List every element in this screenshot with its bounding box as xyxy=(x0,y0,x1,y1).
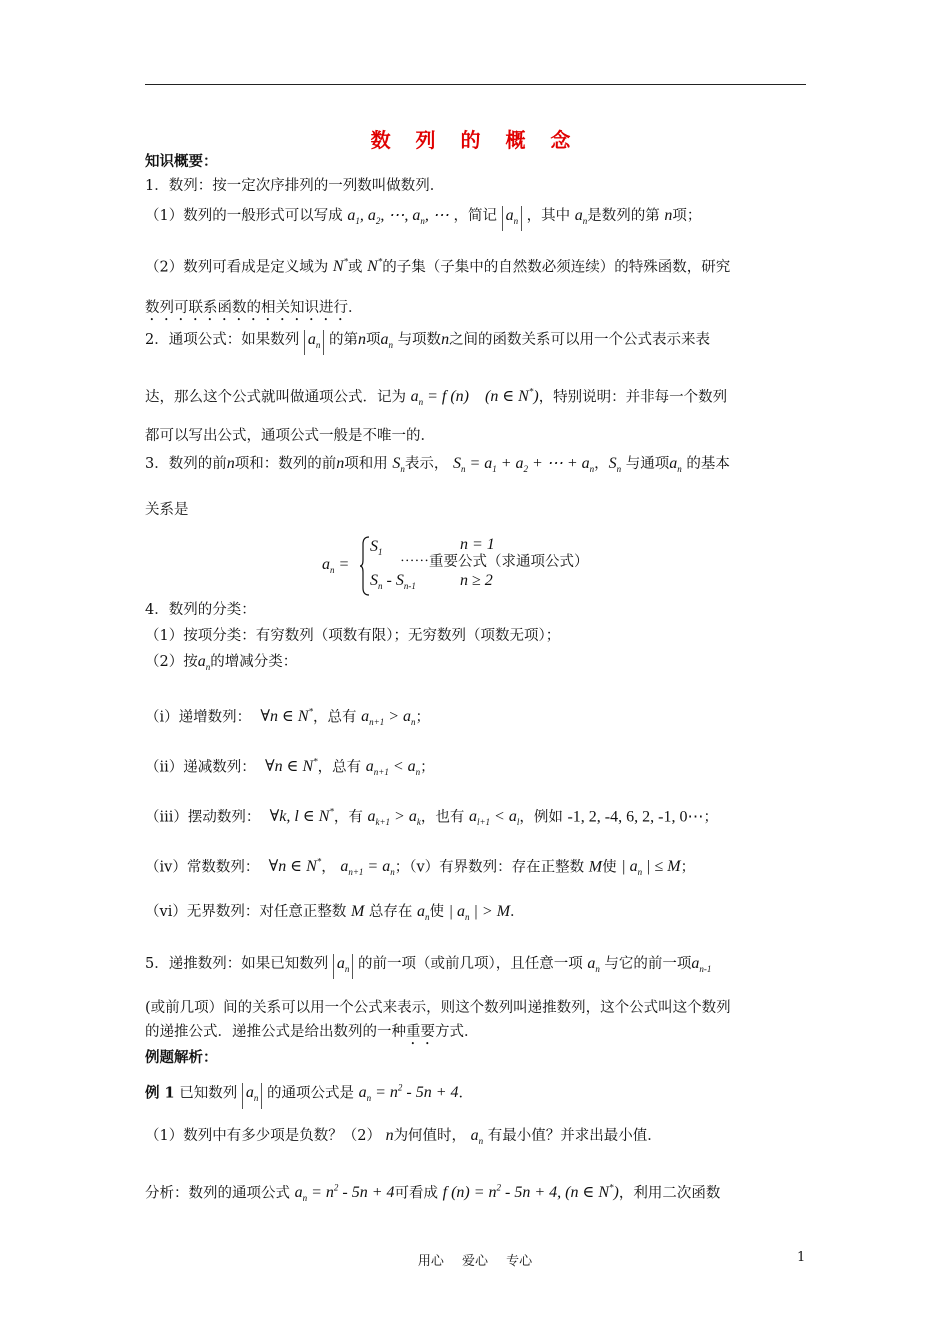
math-seq: $a_n$ xyxy=(242,1083,263,1108)
math-forall: ∀n ∈ N* xyxy=(260,707,314,726)
text: 分析：数列的通项公式 xyxy=(145,1185,290,1202)
text: ，简记 xyxy=(453,208,497,224)
math-n: n xyxy=(441,331,450,348)
text: 或 xyxy=(348,259,363,276)
text: ． xyxy=(458,1085,473,1102)
math-forall: ∀n ∈ N* xyxy=(265,757,318,776)
text: ，特别说明：并非每一个数列 xyxy=(538,389,728,406)
math-nstar: N* xyxy=(332,257,349,276)
math-m: M xyxy=(350,903,365,920)
text: 项和用 xyxy=(344,456,388,472)
para-5 xyxy=(145,954,711,979)
text: （iv）常数数列： xyxy=(145,859,260,876)
text: 与项数 xyxy=(397,332,442,348)
text: ，利用二次函数 xyxy=(618,1185,721,1202)
footer-motto: 用心 爱心 专心 xyxy=(417,1254,533,1269)
math-n: n xyxy=(385,1127,394,1144)
text: 与通项 xyxy=(625,456,670,472)
text: （2）按 xyxy=(145,654,198,670)
text: （2）数列可看成是定义域为 xyxy=(145,259,329,276)
para-4: 4．数列的分类： xyxy=(145,602,256,618)
math-formula: $a_n = n^2 - 5n + 4$ xyxy=(358,1083,459,1104)
emphasis-text: 数列可联系函数的相关知识进行 xyxy=(145,300,348,316)
text: ；（v）有界数列：存在正整数 xyxy=(394,859,585,876)
text: 的子集（子集中的自然数必须连续）的特殊函数，研究 xyxy=(382,259,731,276)
math-an: $a_n$ xyxy=(669,455,682,475)
text: 3．数列的前 xyxy=(145,456,227,472)
text: （1）数列中有多少项是负数？（2） xyxy=(145,1128,381,1144)
page-title: 数 列 的 概 念 xyxy=(370,128,580,152)
class-decreasing xyxy=(145,752,435,783)
text: 项； xyxy=(672,208,702,224)
text: 的前一项（或前几项），且任意一项 xyxy=(357,956,583,972)
math-an: $a_n$ xyxy=(416,903,430,923)
text: 之间的函数关系可以用一个公式表示来表 xyxy=(449,332,711,348)
para-2-line3: 都可以写出公式，通项公式一般是不唯一的． xyxy=(145,428,435,444)
text: 可看成 xyxy=(394,1185,439,1202)
math-seq: $a_n$ xyxy=(304,330,325,355)
text: 的增减分类： xyxy=(210,654,298,670)
text: 达，那么这个公式就叫做通项公式．记为 xyxy=(145,389,406,406)
text: 使 xyxy=(602,859,617,876)
text: ． xyxy=(348,300,363,316)
example-1-questions xyxy=(145,1126,662,1151)
text: ，也有 xyxy=(420,809,465,826)
text: ； xyxy=(420,759,435,776)
math-case1-value: $S_1$ xyxy=(370,538,383,558)
math-case2-value: $S_n - S_{n-1}$ xyxy=(370,572,416,592)
class-oscillating xyxy=(145,802,718,833)
section-heading-overview: 知识概要： xyxy=(145,153,218,170)
math-ineq: $a_{l+1} < a_l$ xyxy=(468,808,520,828)
math-an: $a_n$ xyxy=(197,653,211,673)
math-m: M xyxy=(588,858,603,876)
text: 的基本 xyxy=(686,456,730,472)
math-n: n xyxy=(664,207,673,224)
text: 与它的前一项 xyxy=(604,956,692,972)
para-3-line2: 关系是 xyxy=(145,502,189,518)
para-2-line2 xyxy=(145,382,727,413)
text: ； xyxy=(703,809,718,826)
text: 方式． xyxy=(435,1024,479,1040)
text: （1）数列的一般形式可以写成 xyxy=(145,208,343,224)
emphasis-text: 重要 xyxy=(406,1024,435,1040)
math-nstar: N* xyxy=(367,257,383,276)
text: ； xyxy=(415,709,431,726)
math-an: $a_n$ xyxy=(574,207,588,227)
text: 2．通项公式：如果数列 xyxy=(145,332,300,348)
math-n: n xyxy=(226,455,235,472)
header-rule xyxy=(145,84,806,85)
para-4b xyxy=(145,652,297,677)
text: ，总有 xyxy=(313,709,357,726)
text: ，有 xyxy=(333,809,363,826)
text: 的通项公式是 xyxy=(266,1085,354,1102)
text: 项 xyxy=(365,332,381,348)
math-ineq: $a_{n+1} > a_n$ xyxy=(361,708,416,728)
text: 表示， xyxy=(404,456,449,472)
math-an: $a_n$ xyxy=(470,1127,484,1147)
math-an-eq: $a_n$ = xyxy=(322,556,350,576)
text: ， xyxy=(321,859,336,876)
left-brace-icon xyxy=(360,536,370,596)
para-5-line2: (或前几项）间的关系可以用一个公式来表示，则这个数列叫递推数列，这个公式叫这个数列 xyxy=(145,1000,731,1016)
text: （vi）无界数列：对任意正整数 xyxy=(145,904,347,920)
math-an-1: $a_{n-1}$ xyxy=(691,955,712,975)
text: 的递推公式．递推公式是给出数列的一种 xyxy=(145,1024,406,1040)
class-unbounded xyxy=(145,902,525,927)
math-general-form: $a_1$, $a_2$, ⋯, $a_n$, ⋯ xyxy=(347,207,449,227)
text: 项和：数列的前 xyxy=(234,456,337,472)
section-heading-examples: 例题解析： xyxy=(145,1049,218,1066)
math-bound: | $a_n$ | ≤ M xyxy=(621,858,681,878)
para-5-line3 xyxy=(145,1022,479,1048)
text: （i）递增数列： xyxy=(145,709,252,726)
class-increasing xyxy=(145,702,430,733)
class-constant xyxy=(145,852,695,883)
math-forall: ∀n ∈ N* xyxy=(268,857,322,876)
formula-note: ⋯⋯重要公式（求通项公式） xyxy=(400,554,589,570)
math-ineq: $a_{k+1} > a_k$ xyxy=(367,808,421,828)
math-general-formula: $a_n = f$ (n) (n ∈ N*) xyxy=(410,387,539,408)
text: ，例如 xyxy=(519,809,563,826)
text: 的第 xyxy=(328,332,358,348)
piecewise-formula xyxy=(322,534,642,598)
para-1a xyxy=(145,206,701,231)
math-example: -1, 2, -4, 6, 2, -1, 0⋯ xyxy=(567,808,704,826)
text: 已知数列 xyxy=(179,1085,238,1102)
math-sum: $S_n = a_1 + a_2$ + ⋯ + $a_n$ xyxy=(452,455,595,475)
math-ineq: $a_{n+1} < a_n$ xyxy=(365,758,421,778)
text: 为何值时， xyxy=(393,1128,467,1144)
math-n: n xyxy=(357,331,366,348)
math-case2-cond: n ≥ 2 xyxy=(460,572,493,589)
example-1 xyxy=(145,1078,473,1109)
para-1: 1．数列：按一定次序排列的一列数叫做数列． xyxy=(145,178,445,194)
para-2 xyxy=(145,330,710,355)
text: ． xyxy=(510,904,525,920)
text: 5．递推数列：如果已知数列 xyxy=(145,956,329,972)
math-an: $a_n$ xyxy=(380,331,393,351)
math-eq: $a_{n+1} = a_n$ xyxy=(340,858,395,878)
math-case1-cond: n = 1 xyxy=(460,536,495,553)
math-unbound: | $a_n$ | > M xyxy=(448,903,511,923)
text: （iii）摆动数列： xyxy=(145,809,261,826)
text: 是数列的第 xyxy=(587,208,660,224)
math-formula: $a_n = n^2 - 5n + 4$ xyxy=(294,1183,395,1204)
para-1b-line2 xyxy=(145,298,363,324)
math-seq: $a_n$ xyxy=(333,954,354,979)
text: （ii）递减数列： xyxy=(145,759,256,776)
math-sn: $S_n$ xyxy=(392,455,405,475)
math-an: $a_n$ xyxy=(587,955,600,975)
text: ，其中 xyxy=(526,208,571,224)
analysis xyxy=(145,1178,720,1209)
math-forall: ∀k, l ∈ N* xyxy=(269,807,334,826)
page-number: 1 xyxy=(797,1250,806,1265)
math-seq: $a_n$ xyxy=(502,206,523,231)
text: ，总有 xyxy=(317,759,362,776)
text: ； xyxy=(680,859,696,876)
example-label: 例 1 xyxy=(145,1084,175,1102)
text: 使 xyxy=(429,904,444,920)
math-n: n xyxy=(336,455,345,472)
text: 总存在 xyxy=(368,904,413,920)
para-4a: （1）按项分类：有穷数列（项数有限）；无穷数列（项数无项）； xyxy=(145,628,561,644)
text: 有最小值？并求出最小值． xyxy=(487,1128,662,1144)
math-function: f $(n) = n^2 - 5n + 4$, (n ∈ N*) xyxy=(442,1183,619,1202)
para-3: 3．数列的前n项和：数列的前n项和用 $S_n$表示， $S_n = a_1 + a_2$ + ⋯ + $a_n$，$S_n$ 与通项$a_n$ 的基本 xyxy=(145,455,730,475)
math-sn: $S_n$ xyxy=(608,455,622,475)
para-1b xyxy=(145,252,730,277)
